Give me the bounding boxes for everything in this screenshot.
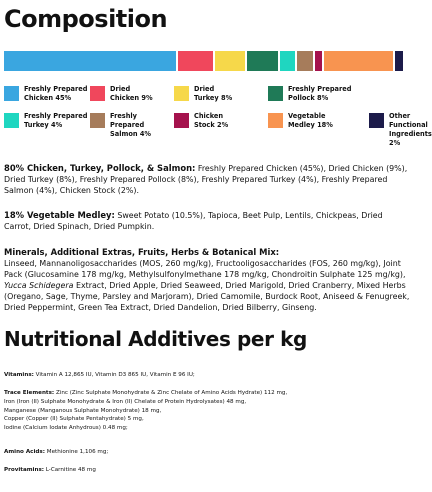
legend-item [174,112,266,148]
legend-label: Other Functional Ingredients 2% [389,112,432,147]
protein-section [4,163,412,196]
legend-label: Freshly Prepared Pollock 8% [288,85,352,102]
composition-bar-segment [324,51,393,71]
minerals-italic: Yucca Schidegera [4,281,74,290]
vegetable-section [4,210,412,232]
vitamins-line [4,371,412,380]
trace-line: Zinc (Zinc Sulphate Monohydrate & Zinc Chelate of Amino Acids Hydrate) 112 mg, [54,390,288,396]
legend-swatch [174,113,189,128]
legend-label: Chicken Stock 2% [194,112,229,129]
minerals-heading: Minerals, Additional Extras, Fruits, Herbs & Botanical Mix: [4,247,280,257]
provitamins-key: Provitamins: [4,467,45,473]
legend-item [90,112,172,148]
composition-bar-segment [215,51,246,71]
legend-swatch [268,113,283,128]
composition-bar-segment [395,51,403,71]
trace-line: Iodine (Calcium Iodate Anhydrous) 0.48 mg; [4,425,128,432]
composition-bar-segment [178,51,212,71]
composition-title: Composition [4,5,168,33]
legend-item [174,85,266,103]
amino-acids-line [4,448,412,457]
legend-item [268,112,367,148]
legend-item [369,112,432,148]
minerals-section [4,247,412,313]
legend-swatch [90,113,105,128]
legend-label: Freshly Prepared Salmon 4% [110,112,152,138]
composition-bar-segment [315,51,323,71]
trace-line: Manganese (Manganous Sulphate Monohydrate) 18 mg, [4,407,162,414]
composition-bar-segment [297,51,312,71]
legend-item [268,85,367,103]
legend-swatch [174,86,189,101]
legend-label: Dried Turkey 8% [194,85,233,102]
minerals-text-1: Linseed, Mannanoligosaccharides (MOS, 260 mg/kg), Fructooligosaccharides (FOS, 260 mg/kg), Joint Pack (Glucosamine 178 mg/kg, Methylsulfonylmethane 178 mg/kg, Chondroitin Sulphate 125 mg/kg), [4,259,406,279]
additives-title: Nutritional Additives per kg [4,327,307,351]
minerals-text-2: Extract, Dried Apple, Dried Seaweed, Dried Marigold, Dried Cranberry, Mixed Herbs (Oregano, Sage, Thyme, Parsley and Marjoram), Dried Camomile, Burdock Root, Aniseed & Fenugreek, Dried Peppermint, Green Tea Extract, Dried Dandelion, Dried Bilberry, Ginseng. [4,281,410,312]
trace-line: Copper (Copper (II) Sulphate Pentahydrate) 5 mg, [4,416,144,423]
provitamins-line [4,466,412,475]
vegetable-text: Sweet Potato (10.5%), Tapioca, Beet Pulp, Lentils, Chickpeas, Dried Carrot, Dried Spinach, Dried Pumpkin. [4,211,383,231]
composition-bar-segment [280,51,295,71]
legend-label: Vegetable Medley 18% [288,112,333,129]
legend-label: Freshly Prepared Chicken 45% [24,85,88,102]
protein-text: Freshly Prepared Chicken (45%), Dried Chicken (9%), Dried Turkey (8%), Freshly Prepared Pollock (8%), Freshly Prepared Turkey (4%), Freshly Prepared Salmon (4%), Chicken Stock (2%). [4,164,408,195]
legend-swatch [4,113,19,128]
amino-value: Methionine 1,106 mg; [44,449,109,455]
amino-key: Amino Acids: [4,449,45,455]
trace-elements-block [4,389,412,433]
legend-swatch [90,86,105,101]
legend-item [369,85,429,103]
vitamins-key: Vitamins: [4,372,34,378]
trace-line: Iron (Iron (II) Sulphate Monohydrate & Iron (II) Chelate of Protein Hydrolysates) 48 mg, [4,398,247,405]
composition-legend [4,85,432,148]
legend-item [4,112,88,148]
legend-swatch [268,86,283,101]
legend-swatch [4,86,19,101]
legend-item [4,85,88,103]
vitamins-value: Vitamin A 12,865 IU, Vitamin D3 865 IU, Vitamin E 96 IU; [33,372,195,378]
legend-item [90,85,172,103]
composition-bar-segment [4,51,176,71]
trace-key: Trace Elements: [4,390,55,396]
vegetable-heading: 18% Vegetable Medley: [4,210,115,220]
legend-label: Dried Chicken 9% [110,85,153,102]
legend-label: Freshly Prepared Turkey 4% [24,112,88,129]
composition-bar [4,51,403,71]
legend-swatch [369,113,384,128]
protein-heading: 80% Chicken, Turkey, Pollock, & Salmon: [4,163,196,173]
composition-bar-segment [247,51,278,71]
provitamins-value: L-Carnitine 48 mg [44,467,96,473]
